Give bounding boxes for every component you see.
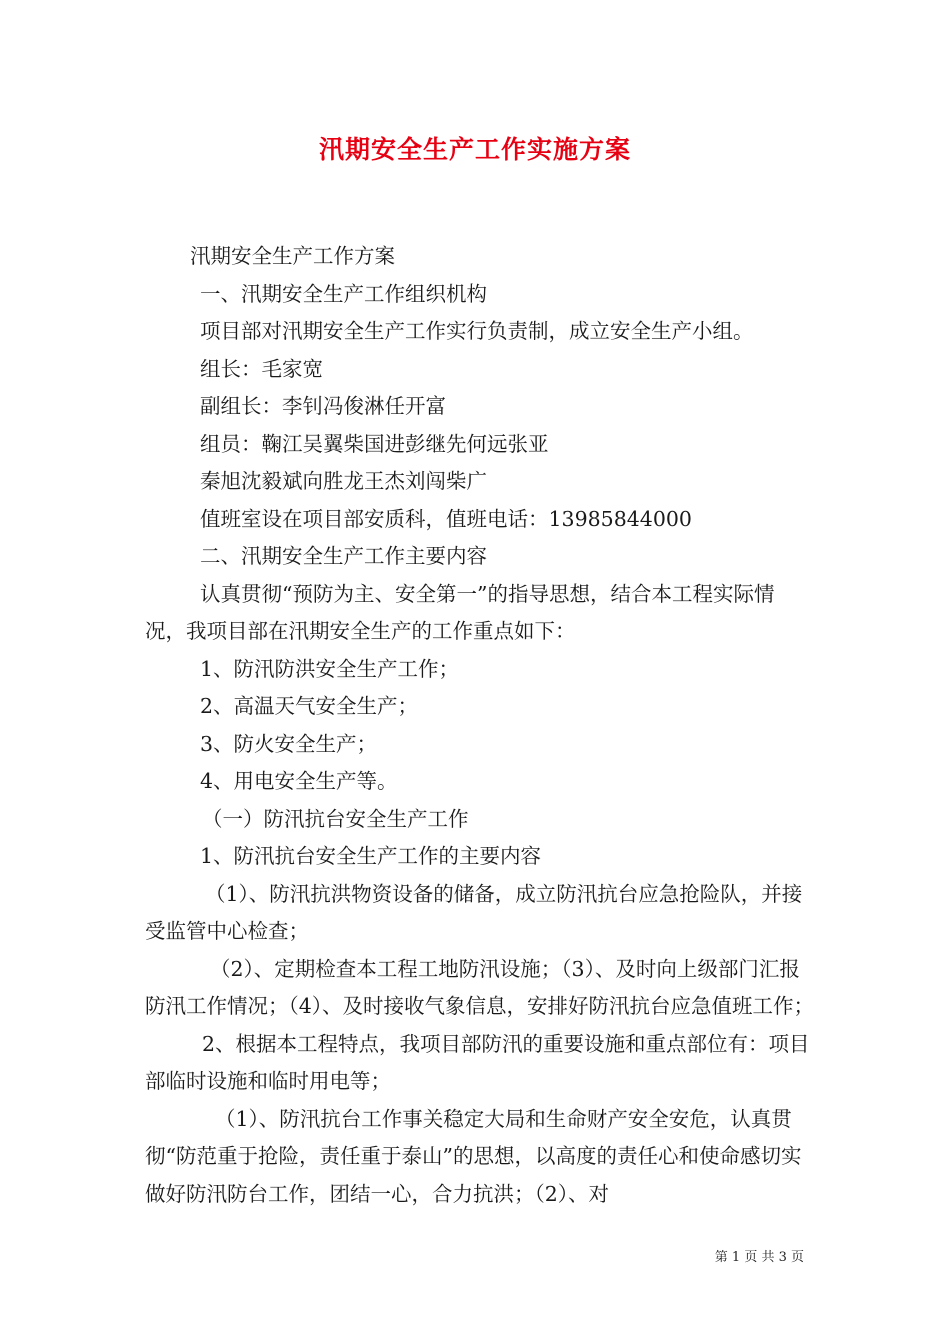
paragraph-members-cont: 秦旭沈毅斌向胜龙王杰刘闯柴广 [200,469,487,493]
paragraph-members: 组员：鞠江吴翼柴国进彭继先何远张亚 [200,431,549,456]
paragraph: （1）、防汛抗台工作事关稳定大局和生命财产安全安危，认真贯彻“防范重于抢险，责任重于泰山”的思想，以高度的责任心和使命感切实做好防汛防台工作，团结一心，合力抗洪；（2）、对 [145,1106,802,1206]
paragraph: 2、根据本工程特点，我项目部防汛的重要设施和重点部位有：项目部临时设施和临时用电等； [145,1031,810,1093]
list-item: 3、防火安全生产； [200,731,378,756]
paragraph-group-leader: 组长：毛家宽 [200,356,323,381]
page-number: 第 1 页 共 3 页 [714,1250,804,1265]
paragraph: 项目部对汛期安全生产工作实行负责制，成立安全生产小组。 [200,319,754,343]
paragraph-duty-phone: 值班室设在项目部安质科，值班电话：13985844000 [200,506,692,531]
paragraph: 认真贯彻“预防为主、安全第一”的指导思想，结合本工程实际情况，我项目部在汛期安全生产的工作重点如下： [145,581,775,643]
list-item: 4、用电安全生产等。 [200,769,398,793]
paragraph: （2）、定期检查本工程工地防汛设施；（3）、及时向上级部门汇报防汛工作情况；（4）、及时接收气象信息，安排好防汛抗台应急值班工作； [145,956,815,1018]
paragraph-subsection-heading: （一）防汛抗台安全生产工作 [202,806,469,831]
document-title: 汛期安全生产工作实施方案 [318,135,631,164]
list-item: 1、防汛防洪安全生产工作； [200,656,460,681]
paragraph-section-2-heading: 二、汛期安全生产工作主要内容 [200,544,487,568]
list-item: 2、高温天气安全生产； [200,694,419,718]
paragraph-plan-heading: 汛期安全生产工作方案 [190,244,395,268]
paragraph-deputy-leader: 副组长：李钊冯俊淋任开富 [200,394,446,418]
paragraph-section-1-heading: 一、汛期安全生产工作组织机构 [200,281,487,306]
paragraph: 1、防汛抗台安全生产工作的主要内容 [200,844,542,868]
document-body [145,238,815,1213]
paragraph: （1）、防汛抗洪物资设备的储备，成立防汛抗台应急抢险队，并接受监管中心检查； [145,881,803,943]
